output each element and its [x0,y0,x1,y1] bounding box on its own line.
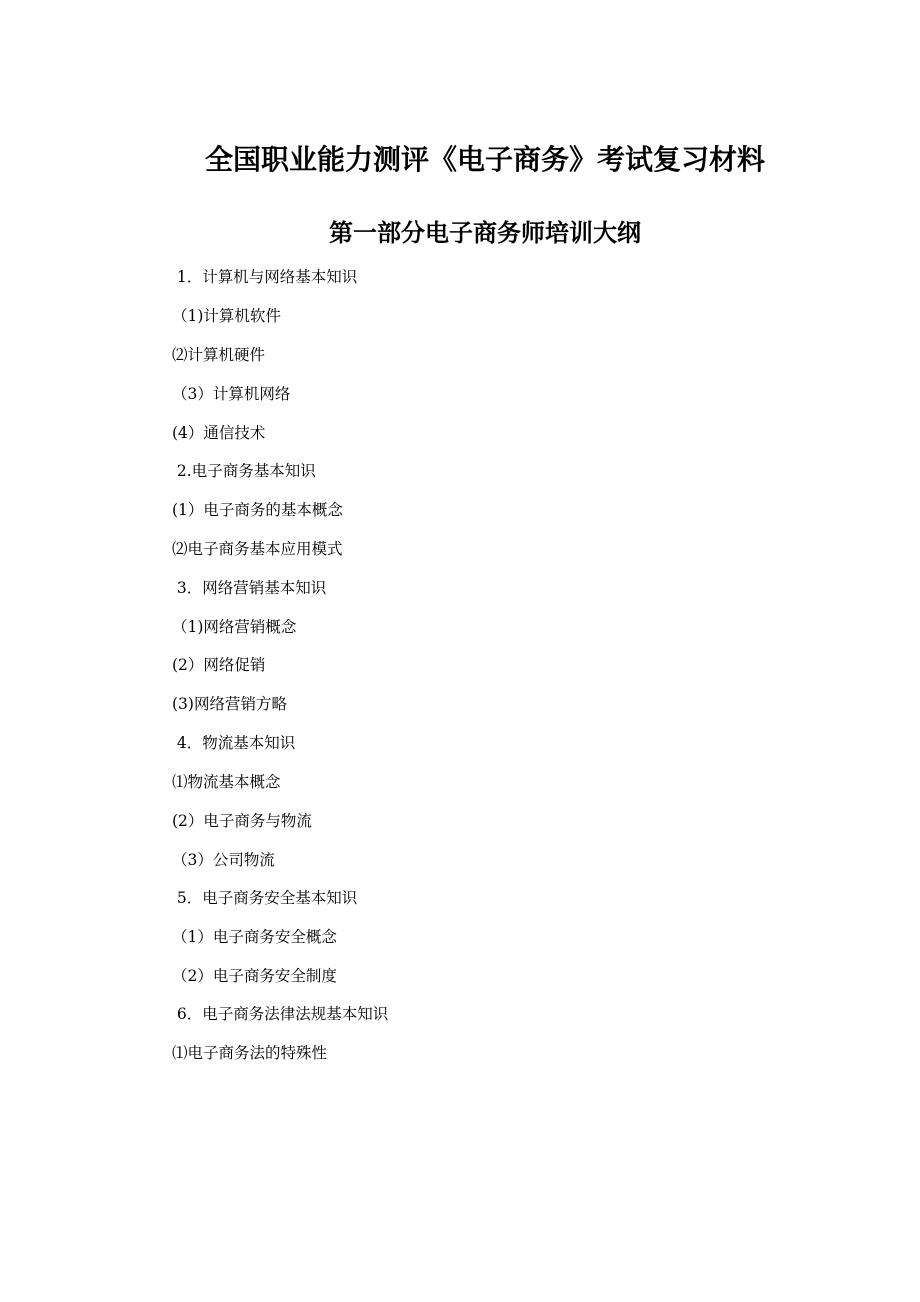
outline-item: （1)网络营销概念 [172,618,297,636]
outline-item: (3)网络营销方略 [172,695,287,713]
outline-item: ⑴物流基本概念 [172,773,281,791]
section-heading: 第一部分电子商务师培训大纲 [329,219,641,247]
outline-item: （1）电子商务安全概念 [172,928,337,946]
document-title: 全国职业能力测评《电子商务》考试复习材料 [204,143,765,176]
outline-item: ⑴电子商务法的特殊性 [172,1044,328,1062]
outline-item: (2）网络促销 [172,656,266,674]
outline-item: (1）电子商务的基本概念 [172,501,343,519]
outline-item: 2.电子商务基本知识 [172,462,316,480]
outline-item: 5．电子商务安全基本知识 [172,889,358,907]
outline-item: ⑵计算机硬件 [172,346,266,364]
outline-item: ⑵电子商务基本应用模式 [172,540,343,558]
outline-item: (2）电子商务与物流 [172,812,312,830]
outline-item: 4．物流基本知识 [172,734,296,752]
outline-item: （3）计算机网络 [172,385,291,403]
outline-item: 3．网络营销基本知识 [172,579,327,597]
outline-item: （1)计算机软件 [172,307,281,325]
outline-item: （3）公司物流 [172,851,275,869]
outline-item: (4）通信技术 [172,424,266,442]
outline-item: 1．计算机与网络基本知识 [172,268,358,286]
outline-item: （2）电子商务安全制度 [172,967,337,985]
outline-item: 6．电子商务法律法规基本知识 [172,1005,389,1023]
